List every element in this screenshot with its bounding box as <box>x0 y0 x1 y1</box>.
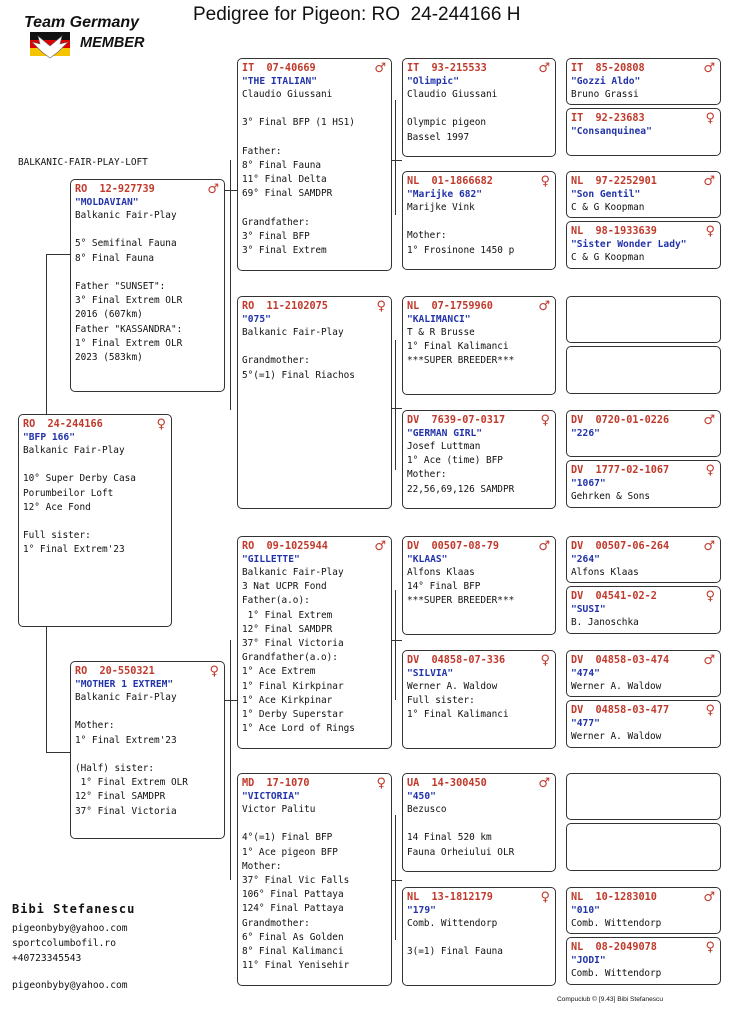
pigeon-card-ffmm[interactable] <box>566 221 721 269</box>
pigeon-info-line: Bruno Grassi <box>571 89 639 100</box>
pigeon-info-line: Full sister: <box>23 530 91 542</box>
pigeon-card-mf[interactable] <box>237 536 392 749</box>
member-label: MEMBER <box>80 35 145 51</box>
pigeon-info-line: 1° Ace Lord of Rings <box>242 723 355 735</box>
pigeon-name: "GERMAN GIRL" <box>407 428 483 439</box>
pigeon-info-line: 37° Final Victoria <box>75 805 177 817</box>
connector-line <box>395 590 396 700</box>
pigeon-info-line: 3° Final BFP <box>242 231 310 243</box>
pigeon-info-line: C & G Koopman <box>571 202 645 213</box>
ring-number: DV 04858-07-336 <box>407 655 506 666</box>
german-eagle-logo <box>30 32 76 60</box>
male-symbol-icon: ♂ <box>374 539 386 554</box>
pigeon-card-mfff[interactable] <box>566 536 721 583</box>
loft-name: BALKANIC-FAIR-PLAY-LOFT <box>18 157 148 168</box>
pigeon-info-line: Balkanic Fair-Play <box>242 327 344 338</box>
ring-number: NL 08-2049078 <box>571 942 657 953</box>
pigeon-info-line: 124° Final Pattaya <box>242 903 344 915</box>
pigeon-info-line: 1° Final Kirkpinar <box>242 680 344 692</box>
pigeon-info-line: 5° Semifinal Fauna <box>75 238 177 250</box>
pigeon-card-mmf[interactable] <box>402 773 556 872</box>
connector-line <box>225 700 237 701</box>
pigeon-info-line: B. Janoschka <box>571 617 639 628</box>
pigeon-info-line: Balkanic Fair-Play <box>23 445 125 456</box>
pigeon-info-line <box>407 931 551 945</box>
pigeon-info-line: 8° Final Fauna <box>75 252 155 264</box>
ring-number: NL 01-1866682 <box>407 176 493 187</box>
pigeon-info-line: 10° Super Derby Casa <box>23 473 136 485</box>
pigeon-info-line <box>23 458 167 472</box>
pigeon-name: "JODI" <box>571 955 606 966</box>
male-symbol-icon: ♂ <box>703 539 715 554</box>
ring-number: UA 14-300450 <box>407 778 487 789</box>
pigeon-info-line: 12° Final SAMDPR <box>242 623 333 635</box>
pigeon-card-fmm[interactable] <box>402 410 556 509</box>
pigeon-info-line <box>407 102 551 116</box>
pigeon-info-line: Grandmother: <box>242 355 310 367</box>
pigeon-info-line: Father "SUNSET": <box>75 281 166 293</box>
ring-number: IT 93-215533 <box>407 63 487 74</box>
ring-number: IT 85-20808 <box>571 63 645 74</box>
breeder-website[interactable]: sportcolumbofil.ro <box>12 938 116 949</box>
pigeon-info-line: Balkanic Fair-Play <box>75 210 177 221</box>
pigeon-info-line: Porumbeilor Loft <box>23 487 114 499</box>
pigeon-card-fmf[interactable] <box>402 296 556 395</box>
pigeon-info-line: 1° Ace (time) BFP <box>407 455 503 467</box>
ring-number: IT 92-23683 <box>571 113 645 124</box>
female-symbol-icon: ♀ <box>705 111 715 126</box>
pigeon-info-line: Marijke Vink <box>407 202 475 213</box>
pigeon-info-line: 5°(=1) Final Riachos <box>242 369 355 381</box>
pigeon-info-line: 12° Ace Fond <box>23 501 91 513</box>
ring-number: RO 20-550321 <box>75 666 155 677</box>
pigeon-info-line <box>23 515 167 529</box>
pigeon-info-line: Josef Luttman <box>407 441 481 452</box>
pigeon-card-dam[interactable] <box>70 661 225 839</box>
female-symbol-icon: ♀ <box>540 413 550 428</box>
pigeon-info-line: Gehrken & Sons <box>571 491 651 502</box>
male-symbol-icon: ♂ <box>538 299 550 314</box>
pigeon-name: "Consanquinea" <box>571 126 652 137</box>
pigeon-info-line: Mother: <box>242 860 282 872</box>
ring-number: RO 09-1025944 <box>242 541 328 552</box>
pigeon-info-line: Claudio Giussani <box>242 89 333 100</box>
pigeon-info-line: Werner A. Waldow <box>407 681 498 692</box>
pigeon-name: "KLAAS" <box>407 554 448 565</box>
male-symbol-icon: ♂ <box>703 174 715 189</box>
breeder-email-2[interactable]: pigeonbyby@yahoo.com <box>12 980 128 991</box>
pigeon-info-line: Fauna Orheiului OLR <box>407 846 515 858</box>
ring-number: DV 00507-06-264 <box>571 541 670 552</box>
pigeon-info-line <box>242 102 387 116</box>
pigeon-info-line: 3° Final Extrem OLR <box>75 295 183 307</box>
pigeon-name: "VICTORIA" <box>242 791 300 802</box>
pigeon-info-line: Werner A. Waldow <box>571 731 662 742</box>
ring-number: RO 24-244166 <box>23 419 103 430</box>
male-symbol-icon: ♂ <box>703 61 715 76</box>
male-symbol-icon: ♂ <box>703 653 715 668</box>
pigeon-info-line: 11° Final Delta <box>242 174 327 186</box>
male-symbol-icon: ♂ <box>703 890 715 905</box>
female-symbol-icon: ♀ <box>540 174 550 189</box>
female-symbol-icon: ♀ <box>705 589 715 604</box>
pigeon-name: "264" <box>571 554 600 565</box>
pigeon-info-line: Grandmother: <box>242 917 310 929</box>
pigeon-name: "MOLDAVIAN" <box>75 197 139 208</box>
pigeon-card-subject[interactable] <box>18 414 172 627</box>
connector-line <box>46 254 47 414</box>
connector-line <box>230 160 231 410</box>
pigeon-info-line: 1° Frosinone 1450 p <box>407 244 515 256</box>
pigeon-info-line: 3 Nat UCPR Fond <box>242 581 327 593</box>
pigeon-name: "Marijke 682" <box>407 189 483 200</box>
ring-number: DV 00507-08-79 <box>407 541 500 552</box>
connector-line <box>395 100 396 215</box>
pigeon-card-ff[interactable] <box>237 58 392 271</box>
pigeon-card-fmff[interactable] <box>566 296 721 343</box>
ring-number: DV 7639-07-0317 <box>407 415 506 426</box>
ring-number: DV 04858-03-477 <box>571 705 670 716</box>
female-symbol-icon: ♀ <box>540 653 550 668</box>
pigeon-card-mffm[interactable] <box>566 586 721 634</box>
pigeon-card-mmff[interactable] <box>566 773 721 820</box>
pigeon-info-line: 3° Final BFP (1 HS1) <box>242 117 355 129</box>
pigeon-name: "010" <box>571 905 600 916</box>
pigeon-card-fmmm[interactable] <box>566 460 721 508</box>
ring-number: DV 04858-03-474 <box>571 655 670 666</box>
pigeon-info-line: 37° Final Vic Falls <box>242 875 350 887</box>
pigeon-name: "KALIMANCI" <box>407 314 471 325</box>
pigeon-info-line <box>407 215 551 229</box>
pigeon-info-line: 22,56,69,126 SAMDPR <box>407 483 515 495</box>
pigeon-info-line: 1° Final Kalimanci <box>407 341 509 353</box>
pigeon-name: "SILVIA" <box>407 668 454 679</box>
pigeon-info-line: Comb. Wittendorp <box>571 968 662 979</box>
pigeon-info-line <box>407 817 551 831</box>
pigeon-info-line: 2016 (607km) <box>75 309 143 321</box>
pigeon-card-fffm[interactable] <box>566 108 721 156</box>
pigeon-info-line: 14 Final 520 km <box>407 832 492 844</box>
pigeon-info-line <box>75 223 220 237</box>
ring-number: DV 1777-02-1067 <box>571 465 670 476</box>
pigeon-info-line <box>242 817 387 831</box>
connector-line <box>46 254 70 255</box>
pigeon-info-line <box>75 748 220 762</box>
connector-line <box>392 160 402 161</box>
female-symbol-icon: ♀ <box>705 224 715 239</box>
pigeon-info-line: 11° Final Yenisehir <box>242 960 350 972</box>
pigeon-info-line: 1° Final Extrem'23 <box>23 544 125 556</box>
pigeon-info-line: ***SUPER BREEDER*** <box>407 595 515 607</box>
ring-number: NL 10-1283010 <box>571 892 657 903</box>
pigeon-name: "477" <box>571 718 600 729</box>
pigeon-info-line: 1° Final Extrem OLR <box>75 337 183 349</box>
pigeon-info-line: 4°(=1) Final BFP <box>242 832 333 844</box>
pigeon-info-line: Alfons Klaas <box>407 567 475 578</box>
ring-number: NL 07-1759960 <box>407 301 493 312</box>
ring-number: DV 0720-01-0226 <box>571 415 670 426</box>
connector-line <box>395 815 396 940</box>
breeder-name: Bibi Stefanescu <box>12 902 136 916</box>
female-symbol-icon: ♀ <box>156 417 166 432</box>
pigeon-info-line: Bezusco <box>407 804 447 815</box>
female-symbol-icon: ♀ <box>705 703 715 718</box>
pigeon-info-line: 2023 (583km) <box>75 352 143 364</box>
pigeon-info-line: Bassel 1997 <box>407 131 470 143</box>
female-symbol-icon: ♀ <box>540 890 550 905</box>
male-symbol-icon: ♂ <box>538 539 550 554</box>
pigeon-card-fff[interactable] <box>402 58 556 157</box>
pigeon-info-line: Grandfather(a.o): <box>242 652 338 664</box>
pigeon-card-mfmm[interactable] <box>566 700 721 748</box>
pigeon-card-mm[interactable] <box>237 773 392 986</box>
pigeon-name: "MOTHER 1 EXTREM" <box>75 679 174 690</box>
pigeon-info-line: ***SUPER BREEDER*** <box>407 355 515 367</box>
pigeon-info-line: 3° Final Extrem <box>242 245 327 257</box>
pigeon-info-line: Mother: <box>407 230 447 242</box>
pigeon-card-ffm[interactable] <box>402 171 556 270</box>
pigeon-name: "GILLETTE" <box>242 554 300 565</box>
pigeon-info-line <box>242 340 387 354</box>
pigeon-info-line: 12° Final SAMDPR <box>75 791 166 803</box>
connector-line <box>46 627 47 752</box>
male-symbol-icon: ♂ <box>374 61 386 76</box>
ring-number: NL 13-1812179 <box>407 892 493 903</box>
pigeon-info-line: Father: <box>242 145 282 157</box>
team-germany-label: Team Germany <box>24 14 140 31</box>
pigeon-name: "THE ITALIAN" <box>242 76 318 87</box>
pigeon-info-line: Grandfather: <box>242 216 310 228</box>
breeder-phone: +40723345543 <box>12 953 82 964</box>
pigeon-info-line: Claudio Giussani <box>407 89 498 100</box>
pigeon-card-fm[interactable] <box>237 296 392 509</box>
pigeon-info-line <box>75 705 220 719</box>
connector-line <box>395 340 396 470</box>
pigeon-info-line: 1° Final Extrem <box>242 609 333 621</box>
pigeon-info-line: Mother: <box>407 469 447 481</box>
pigeon-info-line: 1° Ace Extrem <box>242 666 316 678</box>
pigeon-info-line: Victor Palitu <box>242 804 316 815</box>
pigeon-info-line <box>242 202 387 216</box>
ring-number: RO 11-2102075 <box>242 301 328 312</box>
pigeon-info-line: Comb. Wittendorp <box>407 918 498 929</box>
pigeon-info-line: Father(a.o): <box>242 595 310 607</box>
pigeon-info-line: 69° Final SAMDPR <box>242 188 333 200</box>
pigeon-card-mff[interactable] <box>402 536 556 635</box>
pigeon-info-line: Father "KASSANDRA": <box>75 323 183 335</box>
pigeon-info-line: 1° Ace Kirkpinar <box>242 694 333 706</box>
pigeon-name: "179" <box>407 905 436 916</box>
pigeon-info-line: (Half) sister: <box>75 763 155 775</box>
connector-line <box>225 190 237 191</box>
pigeon-name: "BFP 166" <box>23 432 75 443</box>
pigeon-card-ffmf[interactable] <box>566 171 721 218</box>
female-symbol-icon: ♀ <box>705 463 715 478</box>
pigeon-card-mfmf[interactable] <box>566 650 721 697</box>
connector-line <box>392 880 402 881</box>
pigeon-name: "Sister Wonder Lady" <box>571 239 687 250</box>
pigeon-info-line: 1° Final Extrem OLR <box>75 777 188 789</box>
pigeon-card-sire[interactable] <box>70 179 225 392</box>
pigeon-name: "474" <box>571 668 600 679</box>
pigeon-info-line: Comb. Wittendorp <box>571 918 662 929</box>
pigeon-info-line: 1° Ace pigeon BFP <box>242 846 338 858</box>
pigeon-info-line <box>75 266 220 280</box>
footer-credit: Compuclub © [9.43] Bibi Stefanescu <box>557 996 664 1003</box>
pigeon-info-line: Balkanic Fair-Play <box>75 692 177 703</box>
pigeon-card-mmmm[interactable] <box>566 937 721 985</box>
pigeon-name: "075" <box>242 314 271 325</box>
pigeon-info-line: Balkanic Fair-Play <box>242 567 344 578</box>
pigeon-card-mfm[interactable] <box>402 650 556 749</box>
female-symbol-icon: ♀ <box>376 776 386 791</box>
ring-number: IT 07-40669 <box>242 63 316 74</box>
ring-number: DV 04541-02-2 <box>571 591 657 602</box>
ring-number: RO 12-927739 <box>75 184 155 195</box>
pigeon-card-mmm[interactable] <box>402 887 556 986</box>
ring-number: MD 17-1070 <box>242 778 310 789</box>
pigeon-info-line: 8° Final Fauna <box>242 160 322 172</box>
male-symbol-icon: ♂ <box>538 61 550 76</box>
pigeon-info-line: 6° Final As Golden <box>242 931 344 943</box>
pigeon-info-line: 14° Final BFP <box>407 581 481 593</box>
female-symbol-icon: ♀ <box>376 299 386 314</box>
pigeon-name: "226" <box>571 428 600 439</box>
pigeon-info-line: 8° Final Kalimanci <box>242 946 344 958</box>
breeder-email[interactable]: pigeonbyby@yahoo.com <box>12 923 128 934</box>
pigeon-card-ffff[interactable] <box>566 58 721 105</box>
pigeon-info-line: 1° Final Extrem'23 <box>75 734 177 746</box>
pigeon-info-line: C & G Koopman <box>571 252 645 263</box>
pigeon-info-line: 106° Final Pattaya <box>242 889 344 901</box>
pigeon-info-line: Alfons Klaas <box>571 567 639 578</box>
pigeon-name: "Son Gentil" <box>571 189 641 200</box>
pigeon-info-line: 37° Final Victoria <box>242 638 344 650</box>
connector-line <box>392 640 402 641</box>
pigeon-info-line: Werner A. Waldow <box>571 681 662 692</box>
pigeon-info-line: Olympic pigeon <box>407 117 487 129</box>
pigeon-card-fmfm[interactable] <box>566 346 721 394</box>
pigeon-name: "SUSI" <box>571 604 606 615</box>
pigeon-info-line: 1° Derby Superstar <box>242 709 344 721</box>
pigeon-card-mmfm[interactable] <box>566 823 721 871</box>
connector-line <box>46 752 70 753</box>
pigeon-card-fmmf[interactable] <box>566 410 721 457</box>
pigeon-info-line: 1° Final Kalimanci <box>407 709 509 721</box>
pigeon-name: "Olimpic" <box>407 76 459 87</box>
male-symbol-icon: ♂ <box>207 182 219 197</box>
male-symbol-icon: ♂ <box>538 776 550 791</box>
connector-line <box>230 640 231 880</box>
pigeon-info-line: Mother: <box>75 720 115 732</box>
ring-number: NL 98-1933639 <box>571 226 657 237</box>
pigeon-name: "450" <box>407 791 436 802</box>
female-symbol-icon: ♀ <box>705 940 715 955</box>
pigeon-info-line <box>242 131 387 145</box>
pigeon-name: "1067" <box>571 478 606 489</box>
pigeon-name: "Gozzi Aldo" <box>571 76 641 87</box>
page-title: Pedigree for Pigeon: RO 24-244166 H <box>193 4 521 25</box>
pigeon-info-line: Full sister: <box>407 695 475 707</box>
male-symbol-icon: ♂ <box>703 413 715 428</box>
pigeon-info-line: 3(=1) Final Fauna <box>407 946 503 958</box>
connector-line <box>392 408 402 409</box>
female-symbol-icon: ♀ <box>209 664 219 679</box>
pigeon-card-mmmf[interactable] <box>566 887 721 934</box>
pigeon-info-line: T & R Brusse <box>407 327 475 338</box>
ring-number: NL 97-2252901 <box>571 176 657 187</box>
